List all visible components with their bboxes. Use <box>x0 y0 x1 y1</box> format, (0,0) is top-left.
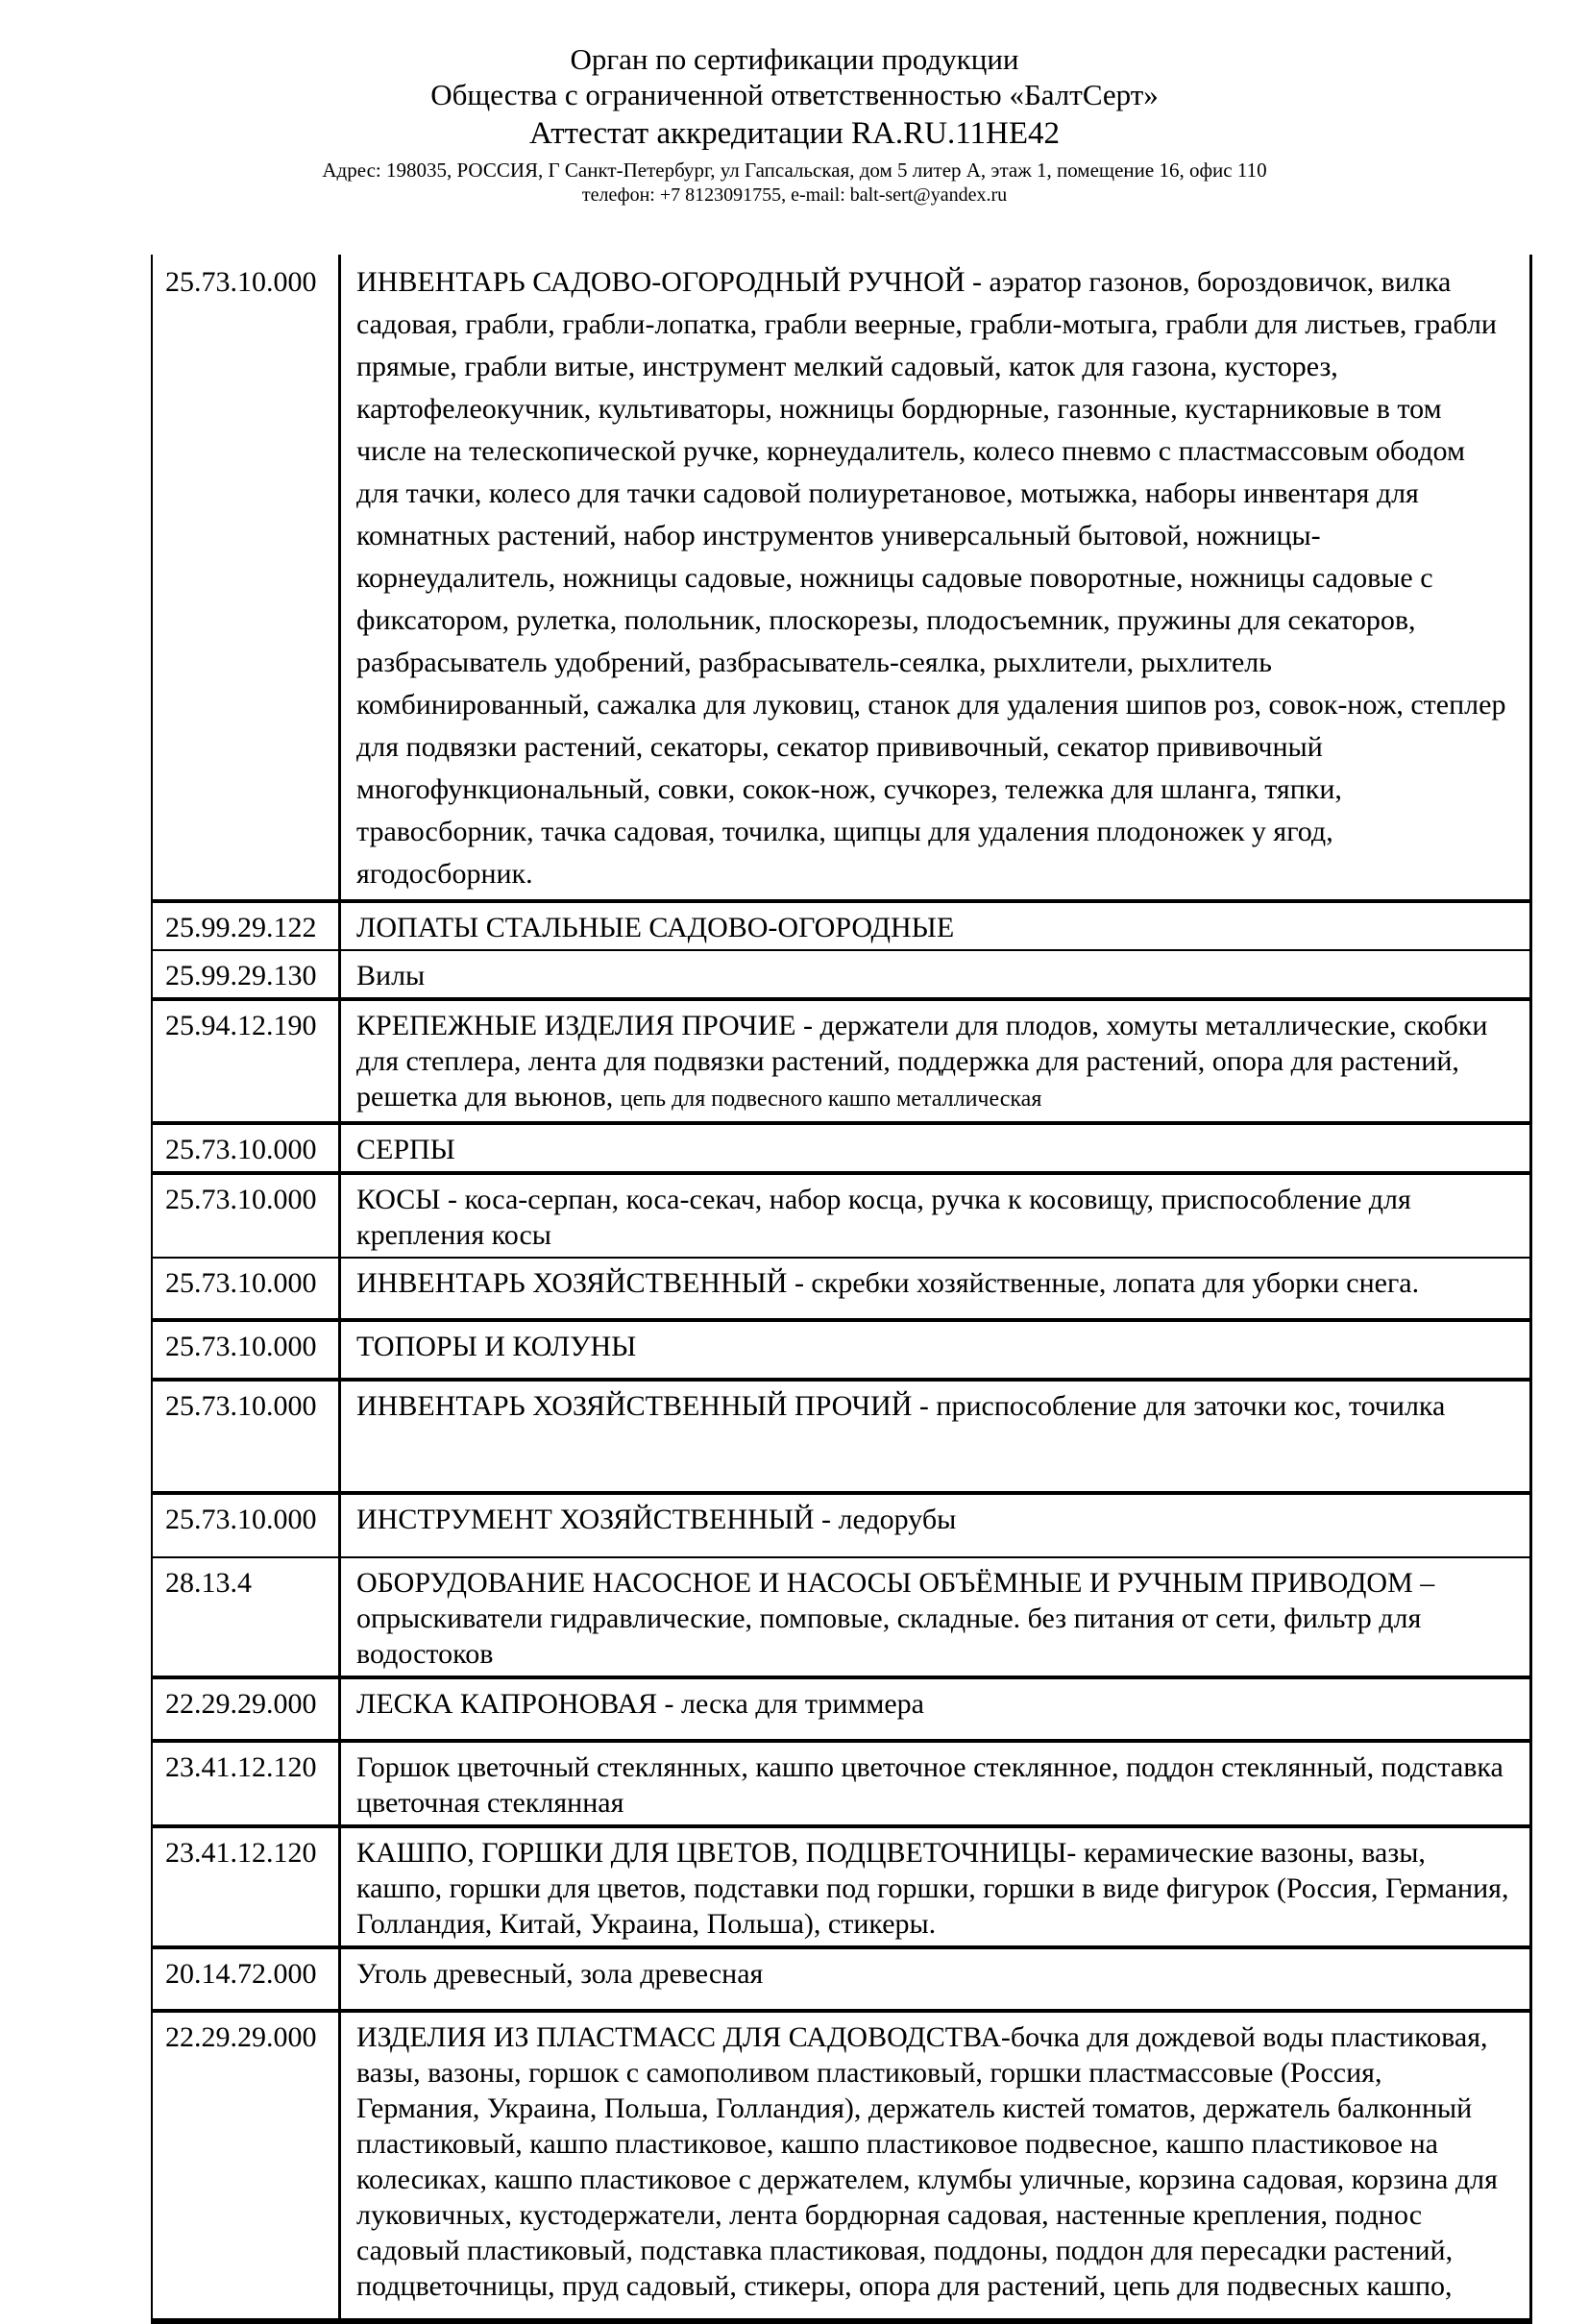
product-code-cell: 20.14.72.000 <box>153 1949 341 2009</box>
table-row <box>153 949 1529 997</box>
product-description-cell <box>341 1382 1529 1491</box>
category-detail-text: опрыскиватели гидравлические, помповые, складные. без питания от сети, фильтр для водостоков <box>356 1602 1422 1671</box>
product-code-cell: 25.99.29.130 <box>153 951 341 997</box>
product-description-cell <box>341 1322 1529 1378</box>
category-title-text: ИНВЕНТАРЬ ХОЗЯЙСТВЕННЫЙ ПРОЧИЙ <box>356 1390 913 1423</box>
table-row <box>153 1378 1529 1491</box>
product-code-cell: 25.99.29.122 <box>153 903 341 949</box>
product-description-cell <box>341 903 1529 949</box>
product-code-cell: 25.73.10.000 <box>153 1125 341 1171</box>
category-detail-text: - приспособление для заточки кос, точилка <box>912 1390 1446 1423</box>
table-row <box>153 1739 1529 1824</box>
table-row <box>153 1171 1529 1257</box>
product-description-cell <box>341 2013 1529 2318</box>
category-title-text: ИНВЕНТАРЬ САДОВО-ОГОРОДНЫЙ РУЧНОЙ <box>356 266 966 299</box>
table-row <box>153 1556 1529 1676</box>
category-title-text: ТОПОРЫ И КОЛУНЫ <box>356 1331 637 1363</box>
table-row <box>153 1676 1529 1739</box>
product-description-cell <box>341 1125 1529 1171</box>
org-title-line2: Общества с ограниченной ответственностью «БалтСерт» <box>430 77 1159 111</box>
table-row <box>153 1121 1529 1171</box>
product-description-cell <box>341 1743 1529 1824</box>
product-description-cell <box>341 1495 1529 1556</box>
category-detail-text: - леска для триммера <box>657 1688 924 1721</box>
category-title-text: ИЗДЕЛИЯ ИЗ ПЛАСТМАСС ДЛЯ САДОВОДСТВА- <box>356 2021 1011 2054</box>
category-title-text: ЛЕСКА КАПРОНОВАЯ <box>356 1688 658 1721</box>
table-row <box>153 1824 1529 1945</box>
product-description-cell <box>341 951 1529 997</box>
product-code-cell: 25.73.10.000 <box>153 1322 341 1378</box>
category-title-text: СЕРПЫ <box>356 1134 455 1166</box>
table-row <box>153 899 1529 949</box>
product-description-cell <box>341 255 1529 899</box>
product-description-cell <box>341 1558 1529 1676</box>
category-detail-text: - скребки хозяйственные, лопата для уборки снега. <box>787 1267 1420 1300</box>
category-title-text: ОБОРУДОВАНИЕ НАСОСНОЕ И НАСОСЫ ОБЪЁМНЫЕ И РУЧНЫМ ПРИВОДОМ – <box>356 1567 1435 1600</box>
category-title-text: ИНВЕНТАРЬ ХОЗЯЙСТВЕННЫЙ <box>356 1267 788 1300</box>
category-detail-text: - ледорубы <box>814 1504 957 1536</box>
category-detail-text: - коса-серпан, коса-секач, набор косца, ручка к косовищу, приспособление для крепления косы <box>356 1184 1411 1252</box>
product-code-cell: 22.29.29.000 <box>153 1679 341 1739</box>
product-code-cell: 25.73.10.000 <box>153 255 341 899</box>
table-row <box>153 255 1529 899</box>
product-description-cell <box>341 1828 1529 1945</box>
category-detail-text: керамические вазоны, вазы, кашпо, горшки для цветов, подставки под горшки, горшки в виде фигурок (Россия, Германия, Голландия, Китай, Украина, Польша), стикеры. <box>356 1837 1509 1941</box>
category-detail-text: цепь для подвесного кашпо металлическая <box>620 1087 1042 1113</box>
category-title-text: КОСЫ <box>356 1184 441 1216</box>
product-description-cell <box>341 1949 1529 2009</box>
category-title-text: КАШПО, ГОРШКИ ДЛЯ ЦВЕТОВ, ПОДЦВЕТОЧНИЦЫ- <box>356 1837 1077 1870</box>
product-code-cell: 23.41.12.120 <box>153 1828 341 1945</box>
table-row <box>153 1257 1529 1318</box>
category-detail-text: Уголь древесный, зола древесная <box>356 1958 764 1991</box>
table-row <box>153 1318 1529 1378</box>
category-detail-text: Вилы <box>356 960 426 992</box>
product-description-cell <box>341 1001 1529 1121</box>
org-address: Адрес: 198035, РОССИЯ, Г Санкт-Петербург, ул Гапсальская, дом 5 литер А, этаж 1, помещение 16, офис 110 <box>322 159 1267 183</box>
product-code-cell: 23.41.12.120 <box>153 1743 341 1824</box>
product-code-cell: 25.73.10.000 <box>153 1175 341 1257</box>
category-title-text: КРЕПЕЖНЫЕ ИЗДЕЛИЯ ПРОЧИЕ <box>356 1010 796 1042</box>
category-title-text: ИНСТРУМЕНТ ХОЗЯЙСТВЕННЫЙ <box>356 1504 815 1536</box>
product-table <box>151 255 1532 2324</box>
table-row <box>153 2009 1529 2318</box>
table-row <box>153 1491 1529 1556</box>
org-contacts: телефон: +7 8123091755, e-mail: balt-sert@yandex.ru <box>581 183 1008 206</box>
table-row <box>153 997 1529 1121</box>
category-detail-text: бочка для дождевой воды пластиковая, вазы, вазоны, горшок с самополивом пластиковый, горшки пластмассовые (Россия, Германия, Украина, Польша, Голландия), держатель кистей томатов, держатель балконный пластиковый, кашпо пластиковое, кашпо пластиковое подвесное, кашпо пластиковое на колесиках, кашпо пластиковое с держателем, клумбы уличные, корзина садовая, корзина для луковичных, кустодержатели, лента бордюрная садовая, настенные крепления, поднос садовый пластиковый, подставка пластиковая, поддоны, поддон для пересадки растений, подцветочницы, пруд садовый, стикеры, опора для растений, цепь для подвесных кашпо, <box>356 2021 1498 2303</box>
org-title-line1: Орган по сертификации продукции <box>570 42 1019 76</box>
product-code-cell: 25.73.10.000 <box>153 1382 341 1491</box>
accreditation-number: Аттестат аккредитации RA.RU.11HE42 <box>529 116 1060 152</box>
category-detail-text: - держатели для плодов, хомуты металлические, скобки для степлера, лента для подвязки растений, поддержка для растений, опора для растений, решетка для вьюнов, <box>356 1010 1488 1113</box>
product-code-cell: 25.73.10.000 <box>153 1495 341 1556</box>
table-row <box>153 1945 1529 2009</box>
category-detail-text: - аэратор газонов, бороздовичок, вилка садовая, грабли, грабли-лопатка, грабли веерные, грабли-мотыга, грабли для листьев, грабли прямые, грабли витые, инструмент мелкий садовый, каток для газона, кусторез, картофелеокучник, культиваторы, ножницы бордюрные, газонные, кустарниковые в том числе на телескопической ручке, корнеудалитель, колесо пневмо с пластмассовым ободом для тачки, колесо для тачки садовой полиуретановое, мотыжка, наборы инвентаря для комнатных растений, набор инструментов универсальный бытовой, ножницы-корнеудалитель, ножницы садовые, ножницы садовые поворотные, ножницы садовые с фиксатором, рулетка, полольник, плоскорезы, плодосъемник, пружины для секаторов, разбрасыватель удобрений, разбрасыватель-сеялка, рыхлители, рыхлитель комбинированный, сажалка для луковиц, станок для удаления шипов роз, совок-нож, степлер для подвязки растений, секаторы, секатор прививочный, секатор прививочный многофункциональный, совки, сокок-нож, сучкорез, тележка для шланга, тяпки, травосборник, тачка садовая, точилка, щипцы для удаления плодоножек у ягод, ягодосборник. <box>356 266 1506 891</box>
product-description-cell <box>341 1175 1529 1257</box>
product-code-cell: 25.73.10.000 <box>153 1259 341 1318</box>
category-title-text: ЛОПАТЫ СТАЛЬНЫЕ САДОВО-ОГОРОДНЫЕ <box>356 912 955 944</box>
category-detail-text: Горшок цветочный стеклянных, кашпо цветочное стеклянное, поддон стеклянный, подставка цветочная стеклянная <box>356 1751 1503 1820</box>
product-code-cell: 25.94.12.190 <box>153 1001 341 1121</box>
product-code-cell: 22.29.29.000 <box>153 2013 341 2318</box>
product-description-cell <box>341 1259 1529 1318</box>
document-header <box>0 0 1589 207</box>
product-description-cell <box>341 1679 1529 1739</box>
product-code-cell: 28.13.4 <box>153 1558 341 1676</box>
